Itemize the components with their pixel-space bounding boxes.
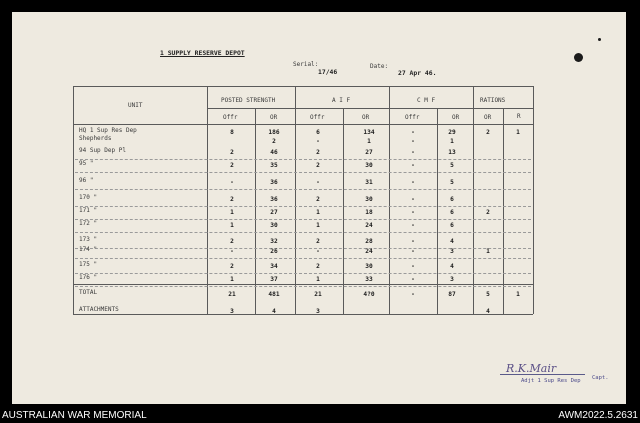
header-bottom-line bbox=[73, 124, 533, 125]
row-separator bbox=[75, 219, 531, 220]
table-cell: - bbox=[411, 238, 415, 245]
table-cell: 34 bbox=[270, 263, 278, 270]
signature-rank: Capt. bbox=[592, 375, 609, 381]
table-cell: - bbox=[230, 248, 234, 255]
table-cell: 2 bbox=[230, 196, 234, 203]
date-value: 27 Apr 46. bbox=[398, 69, 437, 77]
table-cell: 36 bbox=[270, 179, 278, 186]
table-cell: - bbox=[411, 179, 415, 186]
table-cell: 2 bbox=[230, 238, 234, 245]
row-unit-label: HQ 1 Sup Res Dep bbox=[79, 127, 137, 134]
table-cell: 36 bbox=[270, 196, 278, 203]
col-header-rations-b: R bbox=[517, 113, 521, 120]
table-cell: 1 bbox=[450, 138, 454, 145]
row-separator bbox=[75, 159, 531, 160]
table-cell: 6 bbox=[450, 222, 454, 229]
table-top-line bbox=[73, 86, 533, 87]
table-cell: 24 bbox=[365, 248, 373, 255]
row-separator bbox=[75, 172, 531, 173]
signature: R.K.Mair bbox=[506, 362, 557, 375]
serial-value: 17/46 bbox=[318, 68, 338, 76]
table-cell: 6 bbox=[450, 196, 454, 203]
table-cell: - bbox=[411, 222, 415, 229]
row-unit-label: 176 " bbox=[79, 274, 98, 281]
table-cell: - bbox=[411, 162, 415, 169]
table-cell: - bbox=[411, 263, 415, 270]
table-cell: 26 bbox=[270, 248, 278, 255]
table-cell: 481 bbox=[268, 291, 280, 298]
col-divider bbox=[473, 86, 474, 314]
table-cell: 2 bbox=[230, 162, 234, 169]
date-label: Date: bbox=[370, 63, 389, 70]
table-cell: 2 bbox=[486, 209, 490, 216]
table-cell: 27 bbox=[270, 209, 278, 216]
table-cell: 2 bbox=[230, 263, 234, 270]
table-left-edge bbox=[73, 86, 74, 314]
table-cell: 2 bbox=[316, 196, 320, 203]
table-cell: 31 bbox=[365, 179, 373, 186]
row-unit-label-line2: Shepherds bbox=[79, 135, 112, 142]
col-divider bbox=[295, 86, 296, 314]
punch-hole bbox=[598, 38, 601, 41]
col-divider bbox=[389, 86, 390, 314]
table-cell: 24 bbox=[365, 222, 373, 229]
row-unit-label: 174 " bbox=[79, 246, 98, 253]
table-cell: - bbox=[411, 138, 415, 145]
row-unit-label: 172 " bbox=[79, 220, 98, 227]
table-cell: 5 bbox=[450, 162, 454, 169]
table-cell: 4 bbox=[450, 238, 454, 245]
table-cell: 1 bbox=[367, 138, 371, 145]
unit-title: 1 SUPPLY RESERVE DEPOT bbox=[160, 49, 245, 57]
table-right-edge bbox=[533, 86, 534, 314]
table-cell: 37 bbox=[270, 276, 278, 283]
table-cell: 13 bbox=[448, 149, 456, 156]
table-cell: 186 bbox=[268, 129, 280, 136]
row-unit-label: 175 " bbox=[79, 261, 98, 268]
table-cell: 1 bbox=[516, 291, 520, 298]
table-cell: 2 bbox=[316, 162, 320, 169]
table-cell: 30 bbox=[365, 196, 373, 203]
col-header-unit: UNIT bbox=[128, 102, 143, 109]
col-divider bbox=[437, 108, 438, 314]
col-header-aif: A I F bbox=[332, 97, 351, 104]
table-cell: 33 bbox=[365, 276, 373, 283]
col-divider bbox=[343, 108, 344, 314]
row-unit-label: 173 " bbox=[79, 236, 98, 243]
col-header-posted: POSTED STRENGTH bbox=[221, 97, 276, 104]
table-cell: - bbox=[411, 129, 415, 136]
table-cell: 35 bbox=[270, 162, 278, 169]
table-cell: 21 bbox=[314, 291, 322, 298]
row-unit-label: TOTAL bbox=[79, 289, 98, 296]
sub-header-or: OR bbox=[362, 114, 370, 121]
table-cell: 18 bbox=[365, 209, 373, 216]
table-cell: 2 bbox=[316, 149, 320, 156]
archive-credit: AUSTRALIAN WAR MEMORIAL bbox=[2, 410, 147, 421]
row-separator bbox=[75, 273, 531, 274]
col-divider bbox=[207, 86, 208, 314]
table-cell: - bbox=[411, 149, 415, 156]
table-cell: 4 bbox=[486, 308, 490, 315]
row-separator bbox=[75, 189, 531, 190]
table-cell: 4?0 bbox=[363, 291, 375, 298]
table-cell: - bbox=[316, 179, 320, 186]
table-bottom-line bbox=[73, 314, 533, 315]
serial-label: Serial: bbox=[293, 61, 319, 68]
table-cell: 2 bbox=[486, 129, 490, 136]
table-cell: 4 bbox=[450, 263, 454, 270]
table-cell: 2 bbox=[272, 138, 276, 145]
table-cell: 8 bbox=[230, 129, 234, 136]
table-cell: 3 bbox=[450, 276, 454, 283]
table-cell: - bbox=[411, 291, 415, 298]
table-cell: - bbox=[411, 276, 415, 283]
table-cell: 5 bbox=[450, 179, 454, 186]
table-cell: - bbox=[411, 209, 415, 216]
col-divider bbox=[255, 108, 256, 314]
table-cell: 1 bbox=[516, 129, 520, 136]
table-cell: - bbox=[230, 179, 234, 186]
row-separator bbox=[75, 258, 531, 259]
table-cell: 6 bbox=[450, 209, 454, 216]
table-cell: 134 bbox=[363, 129, 375, 136]
table-cell: 1 bbox=[230, 276, 234, 283]
table-cell: 6 bbox=[316, 129, 320, 136]
table-cell: 87 bbox=[448, 291, 456, 298]
table-cell: 5 bbox=[486, 291, 490, 298]
table-cell: - bbox=[411, 196, 415, 203]
table-cell: 1 bbox=[316, 276, 320, 283]
table-cell: 1 bbox=[230, 222, 234, 229]
total-line bbox=[73, 284, 533, 285]
signature-line bbox=[500, 374, 585, 375]
table-cell: 32 bbox=[270, 238, 278, 245]
col-divider bbox=[503, 108, 504, 314]
table-cell: 2 bbox=[316, 263, 320, 270]
table-cell: - bbox=[411, 248, 415, 255]
row-unit-label: ATTACHMENTS bbox=[79, 306, 119, 313]
table-cell: 3 bbox=[316, 308, 320, 315]
table-cell: 28 bbox=[365, 238, 373, 245]
table-cell: 30 bbox=[270, 222, 278, 229]
row-separator bbox=[75, 286, 531, 287]
table-cell: 29 bbox=[448, 129, 456, 136]
sub-header-offr: Offr bbox=[310, 114, 325, 121]
table-cell: 27 bbox=[365, 149, 373, 156]
table-cell: - bbox=[316, 248, 320, 255]
table-cell: 1 bbox=[230, 209, 234, 216]
table-cell: 30 bbox=[365, 263, 373, 270]
table-cell: 2 bbox=[316, 238, 320, 245]
table-cell: 1 bbox=[486, 248, 490, 255]
sub-header-offr: Offr bbox=[223, 114, 238, 121]
table-cell: 30 bbox=[365, 162, 373, 169]
table-cell: 21 bbox=[228, 291, 236, 298]
signature-stamp: Adjt 1 Sup Res Dep bbox=[521, 378, 581, 384]
col-header-rations: RATIONS bbox=[480, 97, 506, 104]
row-separator bbox=[75, 206, 531, 207]
table-cell: 4 bbox=[272, 308, 276, 315]
table-cell: 1 bbox=[316, 222, 320, 229]
table-cell: - bbox=[316, 138, 320, 145]
sub-header-or: OR bbox=[270, 114, 278, 121]
col-header-cmf: C M F bbox=[417, 97, 436, 104]
row-unit-label: 94 Sup Dep Pl bbox=[79, 147, 126, 154]
row-unit-label: 96 " bbox=[79, 177, 94, 184]
table-cell: 46 bbox=[270, 149, 278, 156]
sub-header-or: OR bbox=[452, 114, 460, 121]
row-unit-label: 170 " bbox=[79, 194, 98, 201]
sub-header-or: OR bbox=[484, 114, 492, 121]
archive-reference: AWM2022.5.2631 bbox=[558, 410, 638, 421]
table-cell: 2 bbox=[230, 149, 234, 156]
sub-header-offr: Offr bbox=[405, 114, 420, 121]
table-cell: 3 bbox=[450, 248, 454, 255]
row-unit-label: 171 " bbox=[79, 207, 98, 214]
row-unit-label: 95 " bbox=[79, 160, 94, 167]
table-cell: 1 bbox=[316, 209, 320, 216]
row-separator bbox=[75, 232, 531, 233]
table-cell: 3 bbox=[230, 308, 234, 315]
punch-hole bbox=[574, 53, 583, 62]
